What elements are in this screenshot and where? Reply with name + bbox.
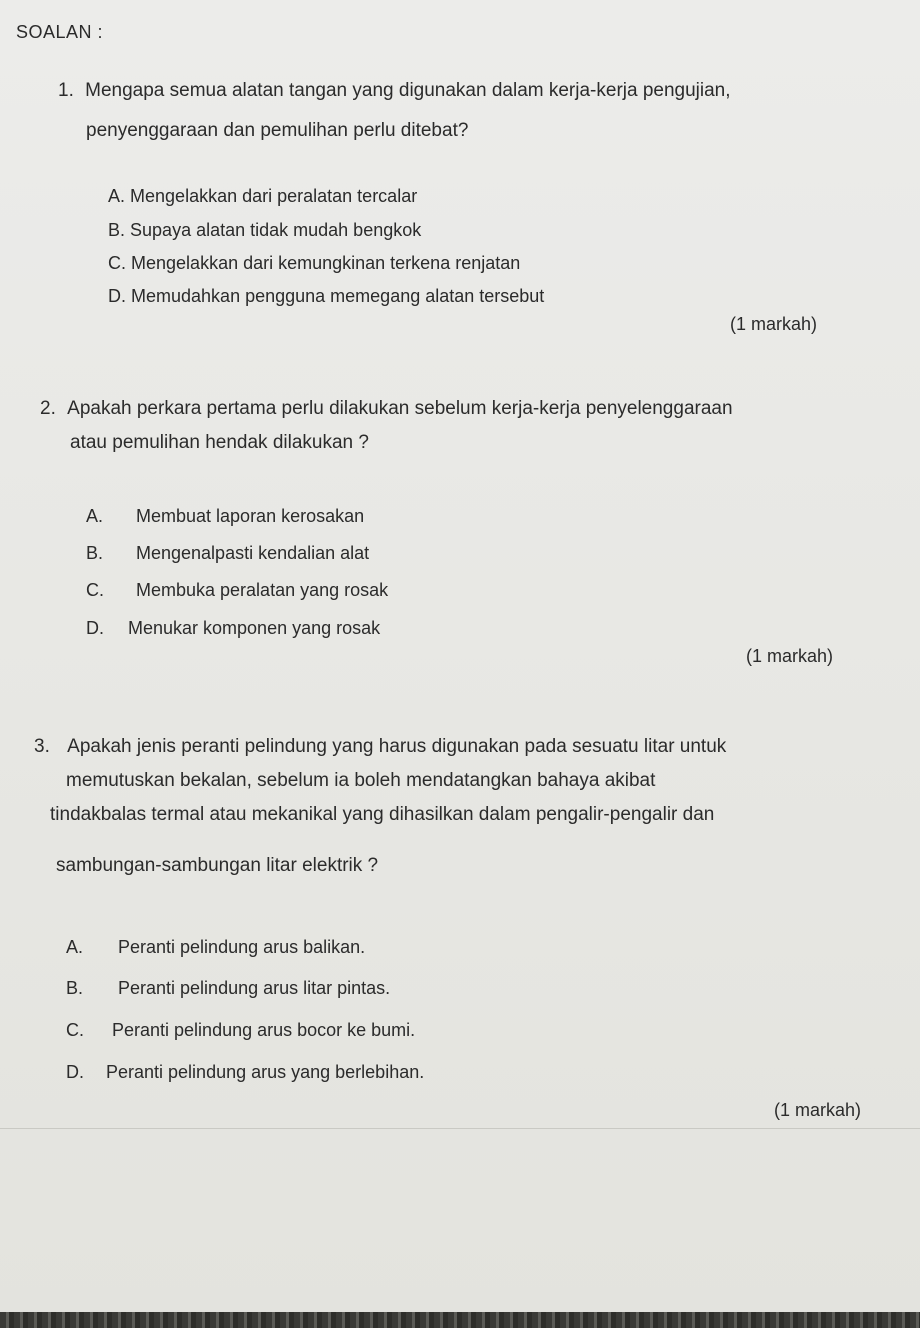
option-text: Mengenalpasti kendalian alat bbox=[136, 543, 370, 563]
question-1-option-b[interactable] bbox=[108, 220, 421, 241]
option-letter: C. bbox=[108, 253, 126, 273]
paper-fold-line bbox=[0, 1128, 920, 1129]
option-letter: B. bbox=[66, 978, 84, 998]
question-3-marks: (1 markah) bbox=[774, 1100, 862, 1120]
question-3-option-a[interactable] bbox=[66, 937, 365, 958]
option-letter: B. bbox=[86, 543, 104, 563]
option-text: Peranti pelindung arus yang berlebihan. bbox=[106, 1062, 425, 1082]
question-3-number: 3. bbox=[34, 736, 50, 757]
question-1-text-line-2: penyenggaraan dan pemulihan perlu ditebat? bbox=[86, 120, 469, 141]
question-1-marks: (1 markah) bbox=[730, 314, 818, 334]
question-2-text-line-1: Apakah perkara pertama perlu dilakukan sebelum kerja-kerja penyelenggaraan bbox=[67, 398, 733, 419]
question-1-line-1 bbox=[58, 80, 731, 102]
question-2-marks: (1 markah) bbox=[746, 646, 834, 666]
option-letter: A. bbox=[66, 937, 84, 957]
option-letter: A. bbox=[86, 506, 104, 526]
question-2-option-a[interactable] bbox=[86, 506, 364, 527]
option-letter: D. bbox=[66, 1062, 84, 1082]
question-1-text-line-1: Mengapa semua alatan tangan yang digunakan dalam kerja-kerja pengujian, bbox=[85, 80, 731, 101]
question-2-number: 2. bbox=[40, 398, 56, 419]
question-3-option-b[interactable] bbox=[66, 978, 390, 999]
question-1-option-a[interactable] bbox=[108, 186, 417, 207]
question-3-text-line-1: Apakah jenis peranti pelindung yang harus digunakan pada sesuatu litar untuk bbox=[67, 736, 727, 757]
option-letter: D. bbox=[108, 286, 126, 306]
question-2-option-c[interactable] bbox=[86, 580, 388, 601]
question-3-line-1 bbox=[34, 736, 726, 758]
option-letter: A. bbox=[108, 186, 126, 206]
option-text: Membuka peralatan yang rosak bbox=[136, 580, 389, 600]
option-text: Menukar komponen yang rosak bbox=[128, 618, 381, 638]
question-2-option-d[interactable] bbox=[86, 618, 380, 639]
question-3-text-line-3: tindakbalas termal atau mekanikal yang dihasilkan dalam pengalir-pengalir dan bbox=[50, 804, 715, 825]
question-2-line-1 bbox=[40, 398, 733, 420]
question-1-option-c[interactable] bbox=[108, 253, 520, 274]
page-bottom-edge bbox=[0, 1312, 920, 1328]
option-letter: C. bbox=[66, 1020, 84, 1040]
option-text: Peranti pelindung arus litar pintas. bbox=[118, 978, 391, 998]
question-3-option-c[interactable] bbox=[66, 1020, 415, 1041]
option-text: Mengelakkan dari peralatan tercalar bbox=[130, 186, 418, 206]
question-1-option-d[interactable] bbox=[108, 286, 544, 307]
question-3-text-line-4: sambungan-sambungan litar elektrik ? bbox=[56, 855, 379, 876]
option-text: Peranti pelindung arus bocor ke bumi. bbox=[112, 1020, 416, 1040]
option-text: Supaya alatan tidak mudah bengkok bbox=[130, 220, 422, 240]
question-1-number: 1. bbox=[58, 80, 74, 101]
question-3-text-line-2: memutuskan bekalan, sebelum ia boleh mendatangkan bahaya akibat bbox=[66, 770, 656, 791]
option-text: Membuat laporan kerosakan bbox=[136, 506, 365, 526]
option-letter: C. bbox=[86, 580, 104, 600]
option-letter: B. bbox=[108, 220, 126, 240]
question-2-option-b[interactable] bbox=[86, 543, 369, 564]
question-3-option-d[interactable] bbox=[66, 1062, 424, 1083]
question-2-text-line-2: atau pemulihan hendak dilakukan ? bbox=[70, 432, 369, 453]
option-letter: D. bbox=[86, 618, 104, 638]
option-text: Memudahkan pengguna memegang alatan tersebut bbox=[131, 286, 545, 306]
option-text: Peranti pelindung arus balikan. bbox=[118, 937, 366, 957]
option-text: Mengelakkan dari kemungkinan terkena renjatan bbox=[131, 253, 521, 273]
section-heading: SOALAN : bbox=[16, 22, 104, 42]
